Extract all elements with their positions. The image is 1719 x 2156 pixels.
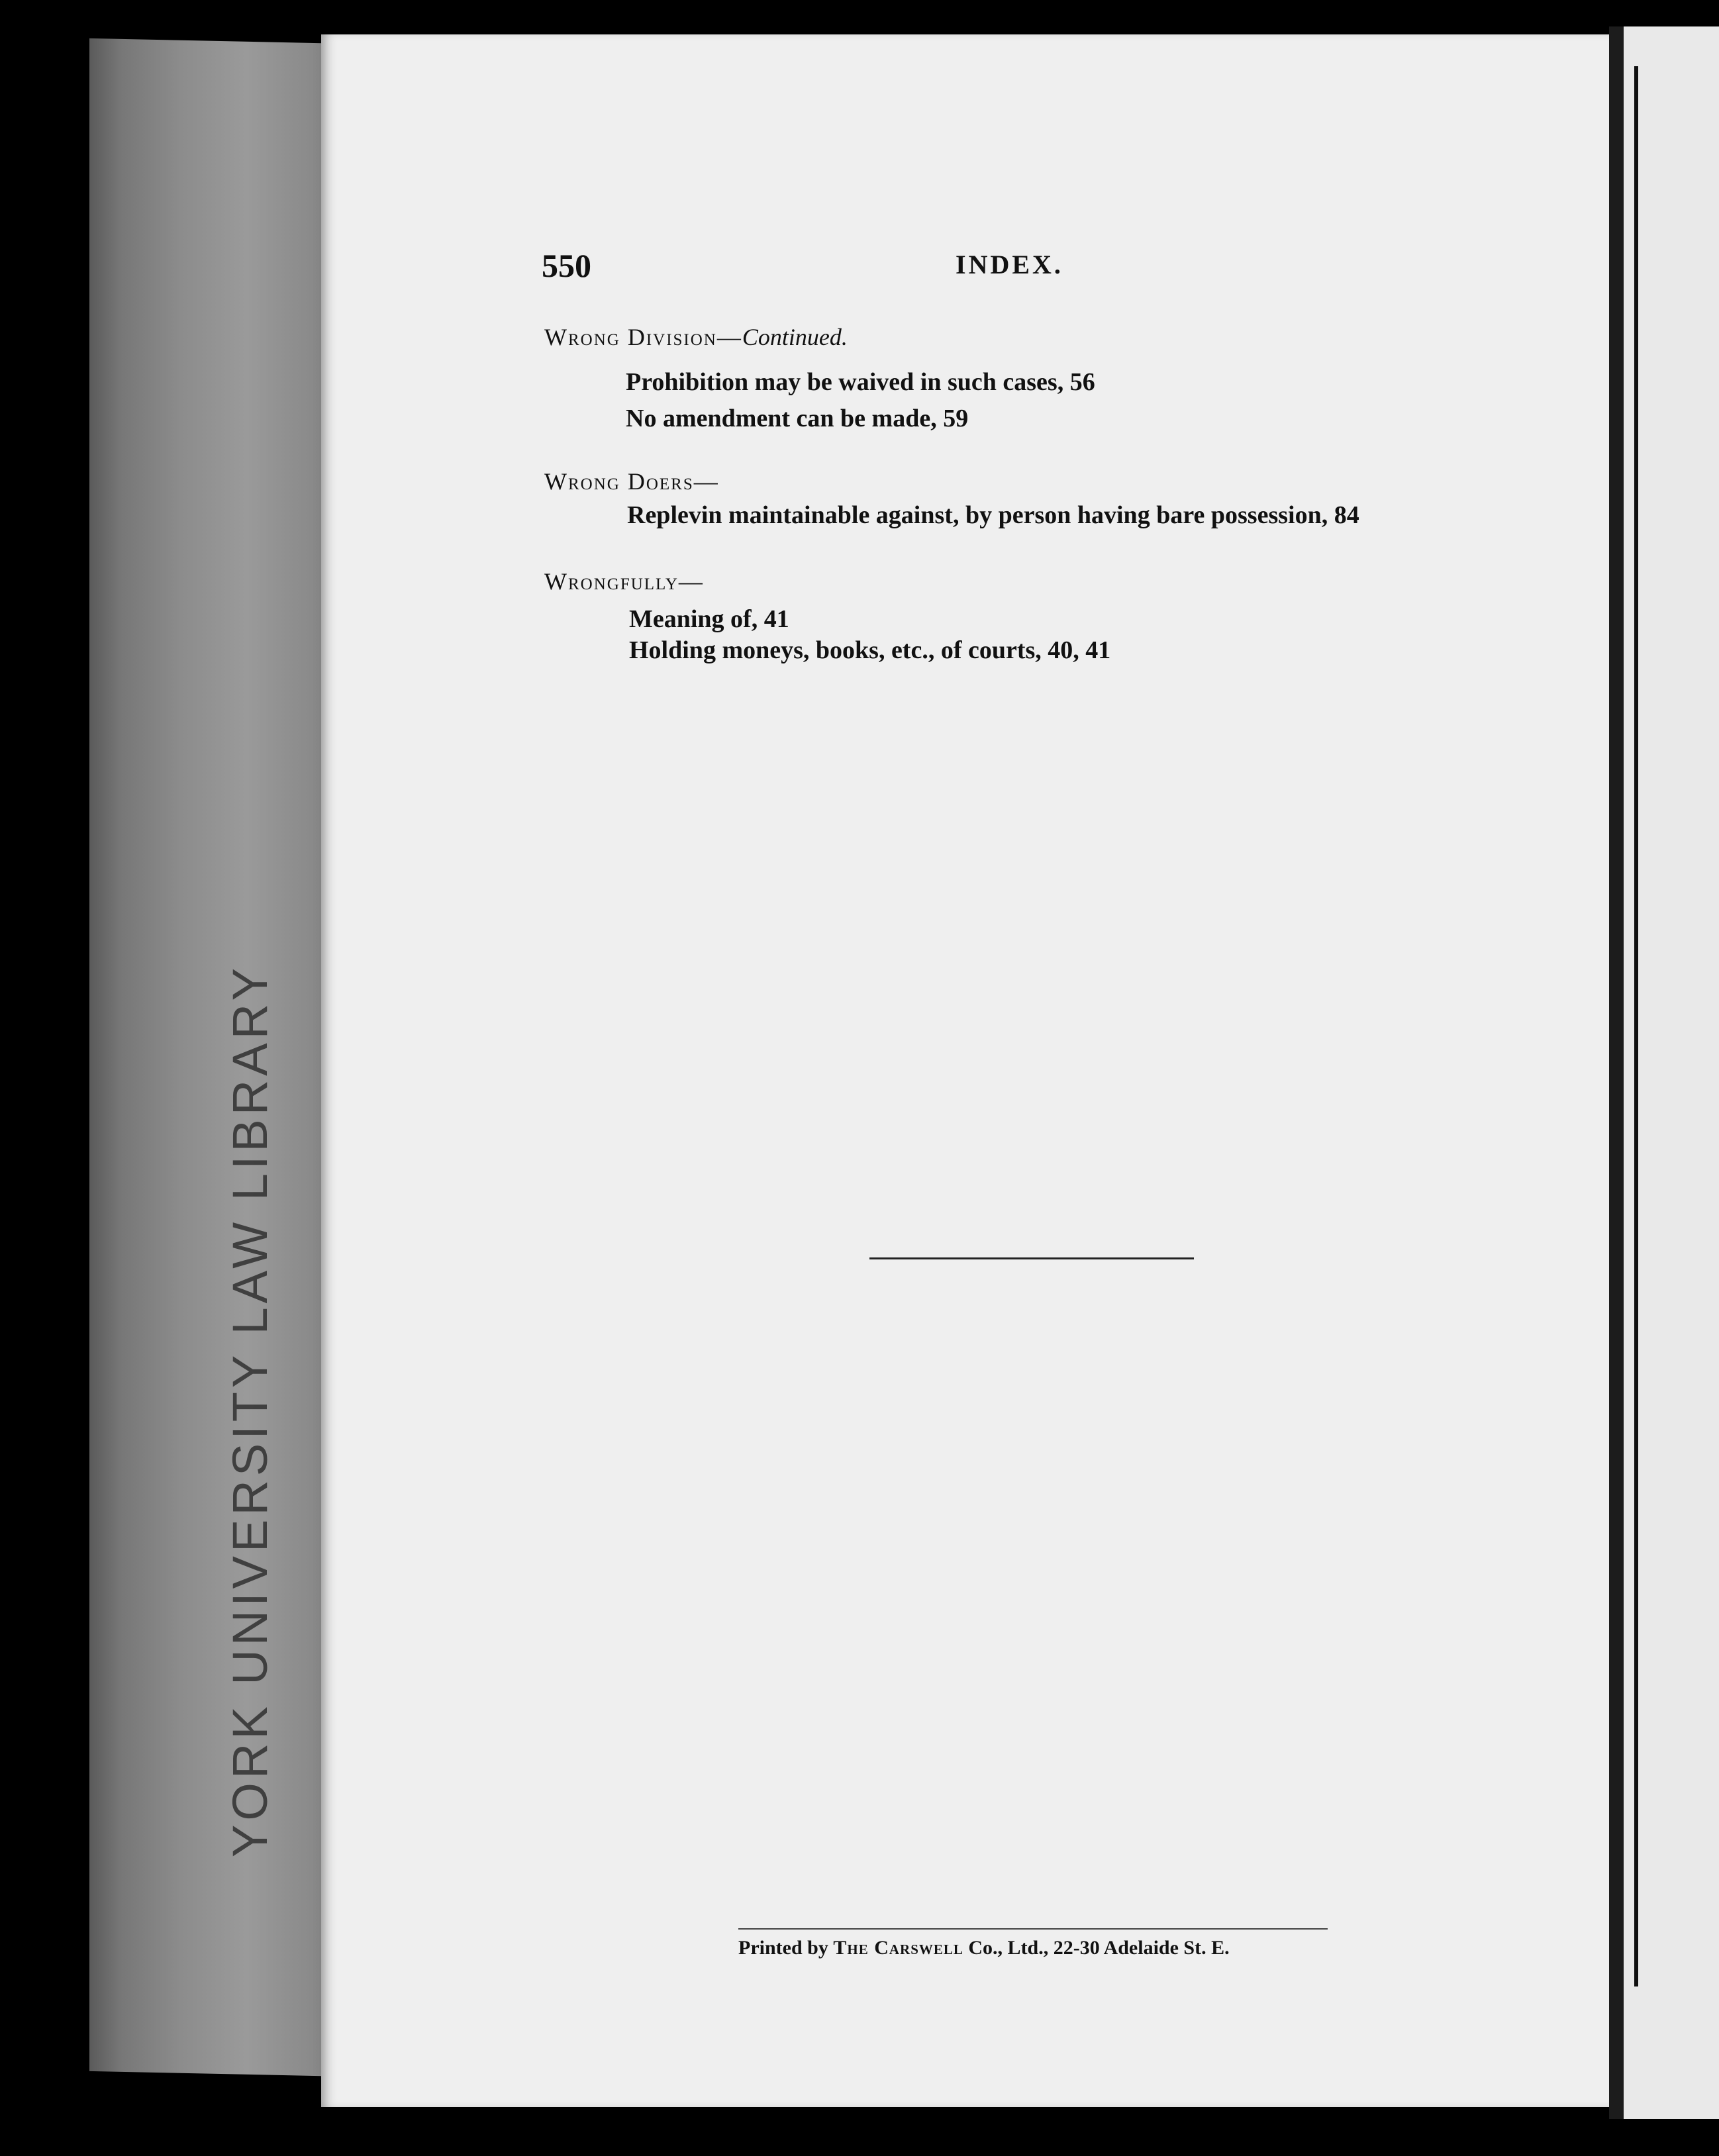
index-entry: Holding moneys, books, etc., of courts, 40, 41	[629, 636, 1111, 664]
index-heading-wrong-division	[544, 323, 848, 351]
index-entry: Replevin maintainable against, by person having bare possession, 84	[627, 501, 1359, 529]
index-entry: Meaning of, 41	[629, 605, 789, 633]
next-page-shadow	[1634, 66, 1638, 1986]
page-gutter	[1609, 26, 1624, 2119]
library-stamp-text: YORK UNIVERSITY LAW LIBRARY	[222, 963, 278, 1857]
index-entry: No amendment can be made, 59	[626, 405, 969, 432]
library-stamp	[219, 963, 281, 1857]
index-heading-wrongfully: Wrongfully—	[544, 568, 704, 595]
book-page	[321, 34, 1609, 2107]
index-heading-wrong-doers: Wrong Doers—	[544, 468, 719, 495]
running-head: INDEX.	[956, 250, 1063, 279]
imprint-company: The Carswell	[833, 1937, 963, 1959]
printer-imprint	[738, 1937, 1230, 1959]
imprint-prefix: Printed by	[738, 1937, 828, 1959]
page-number: 550	[542, 247, 591, 284]
continued-label: Continued.	[742, 324, 848, 350]
imprint-suffix: Co., Ltd., 22-30 Adelaide St. E.	[968, 1937, 1230, 1959]
index-heading-text: Wrong Division—	[544, 324, 742, 350]
end-rule	[869, 1257, 1194, 1259]
index-entry: Prohibition may be waived in such cases, 56	[626, 368, 1095, 396]
footer-rule	[738, 1928, 1328, 1930]
